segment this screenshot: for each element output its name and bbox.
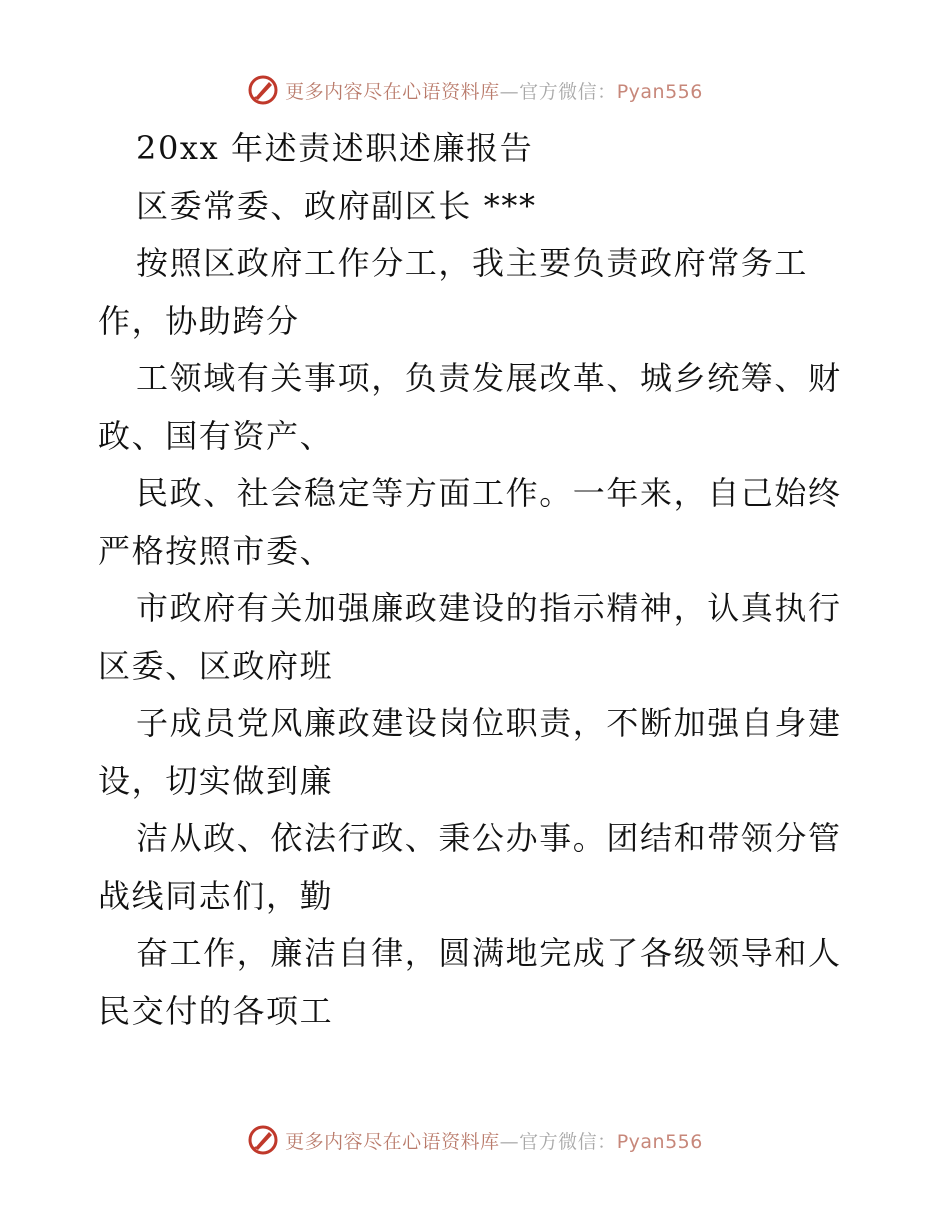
document-body [98,120,858,1040]
document-title: 20xx 年述责述职述廉报告 [136,129,534,167]
paragraph-line: 作，协助跨分 [98,301,300,340]
paragraph-line: 市政府有关加强廉政建设的指示精神，认真执行 [136,589,842,627]
banner-text [285,77,703,104]
paragraph-line: 政、国有资产、 [98,416,334,455]
footer-banner-inner [247,1124,703,1156]
paragraph-line: 奋工作，廉洁自律，圆满地完成了各级领导和人 [136,934,842,972]
paragraph-line: 战线同志们，勤 [98,876,334,915]
paragraph-line: 民交付的各项工 [98,991,334,1030]
paragraph-line: 按照区政府工作分工，我主要负责政府常务工 [136,244,809,282]
banner-main-text: 更多内容尽在心语资料库 [285,1130,500,1153]
banner-wechat-id: Pyan556 [616,1130,703,1153]
quill-seal-icon [247,74,279,106]
paragraph-line: 子成员党风廉政建设岗位职责，不断加强自身建 [136,704,842,742]
banner-separator: — [499,1130,520,1153]
quill-seal-icon [247,1124,279,1156]
header-banner [0,70,950,110]
banner-text [285,1127,703,1154]
paragraph-line: 严格按照市委、 [98,531,334,570]
paragraph-line: 洁从政、依法行政、秉公办事。团结和带领分管 [136,819,842,857]
footer-banner [0,1120,950,1160]
paragraph-line: 区委、区政府班 [98,646,334,685]
document-author: 区委常委、政府副区长 *** [136,186,537,225]
paragraph-line: 设，切实做到廉 [98,761,334,800]
header-banner-inner [247,74,703,106]
banner-wechat-label: 官方微信： [519,1130,617,1153]
paragraph-line: 工领域有关事项，负责发展改革、城乡统筹、财 [136,359,842,397]
banner-wechat-id: Pyan556 [616,80,703,103]
banner-main-text: 更多内容尽在心语资料库 [285,80,500,103]
paragraph-line: 民政、社会稳定等方面工作。一年来，自己始终 [136,474,842,512]
banner-separator: — [499,80,520,103]
banner-wechat-label: 官方微信： [519,80,617,103]
